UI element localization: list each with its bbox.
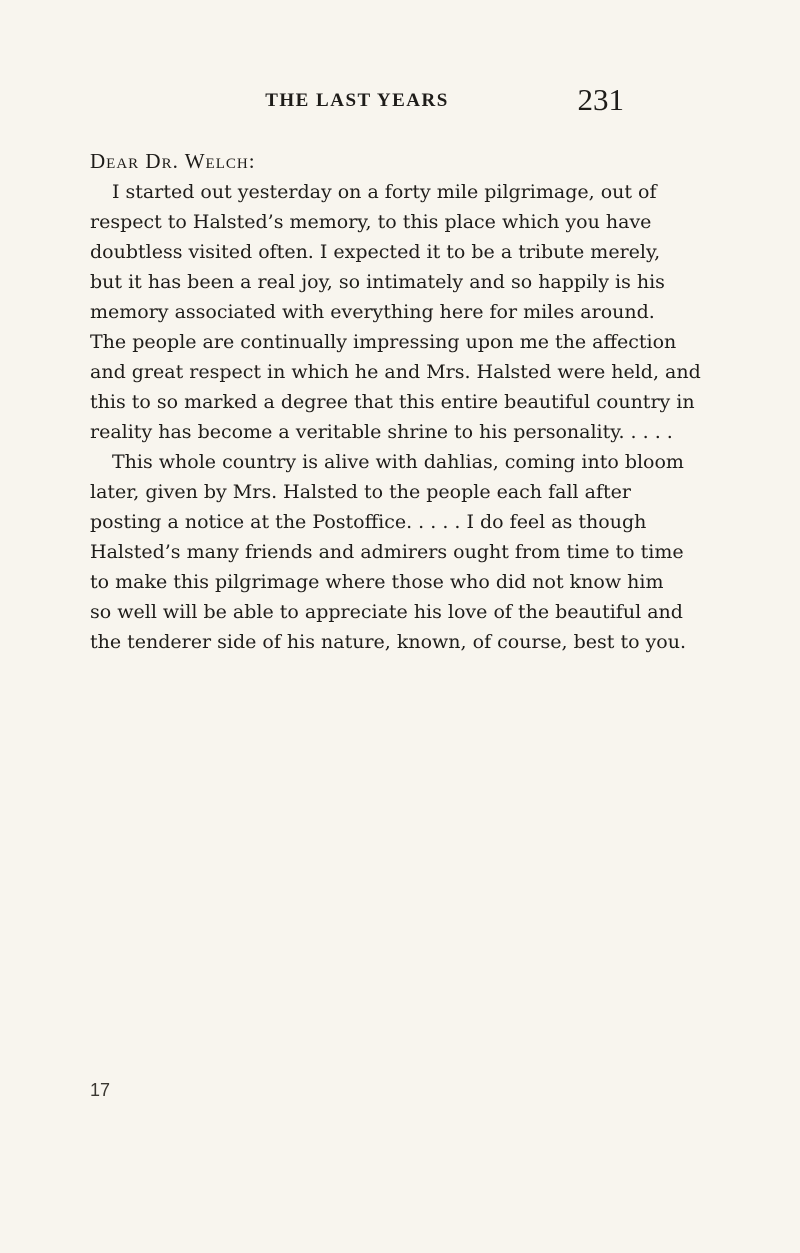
letter-line: later, given by Mrs. Halsted to the people each fall after [90, 481, 631, 503]
letter-line: this to so marked a degree that this entire beautiful country in [90, 391, 695, 413]
running-head: THE LAST YEARS [265, 90, 449, 111]
letter [90, 146, 701, 657]
letter-line: to make this pilgrimage where those who did not know him [90, 571, 664, 593]
page-header [90, 82, 624, 122]
letter-line: but it has been a real joy, so intimately and so happily is his [90, 271, 665, 293]
page-number: 231 [577, 82, 624, 117]
letter-line: I started out yesterday on a forty mile pilgrimage, out of [112, 181, 657, 203]
letter-line: Halsted’s many friends and admirers ought from time to time [90, 541, 684, 563]
letter-line: posting a notice at the Postoffice. . . . . I do feel as though [90, 511, 647, 533]
letter-line: The people are continually impressing upon me the affection [90, 331, 677, 353]
letter-body [90, 177, 701, 657]
letter-line: doubtless visited often. I expected it to be a tribute merely, [90, 241, 661, 263]
letter-line: memory associated with everything here for miles around. [90, 301, 655, 323]
letter-line: and great respect in which he and Mrs. Halsted were held, and [90, 361, 701, 383]
letter-line: reality has become a veritable shrine to his personality. . . . . [90, 421, 673, 443]
signature-mark: 17 [90, 1080, 111, 1100]
letter-line: the tenderer side of his nature, known, of course, best to you. [90, 631, 687, 653]
letter-line: so well will be able to appreciate his love of the beautiful and [90, 601, 683, 623]
letter-line: respect to Halsted’s memory, to this place which you have [90, 211, 652, 233]
letter-line: This whole country is alive with dahlias, coming into bloom [112, 451, 684, 473]
salutation: Dear Dr. Welch: [90, 149, 256, 173]
